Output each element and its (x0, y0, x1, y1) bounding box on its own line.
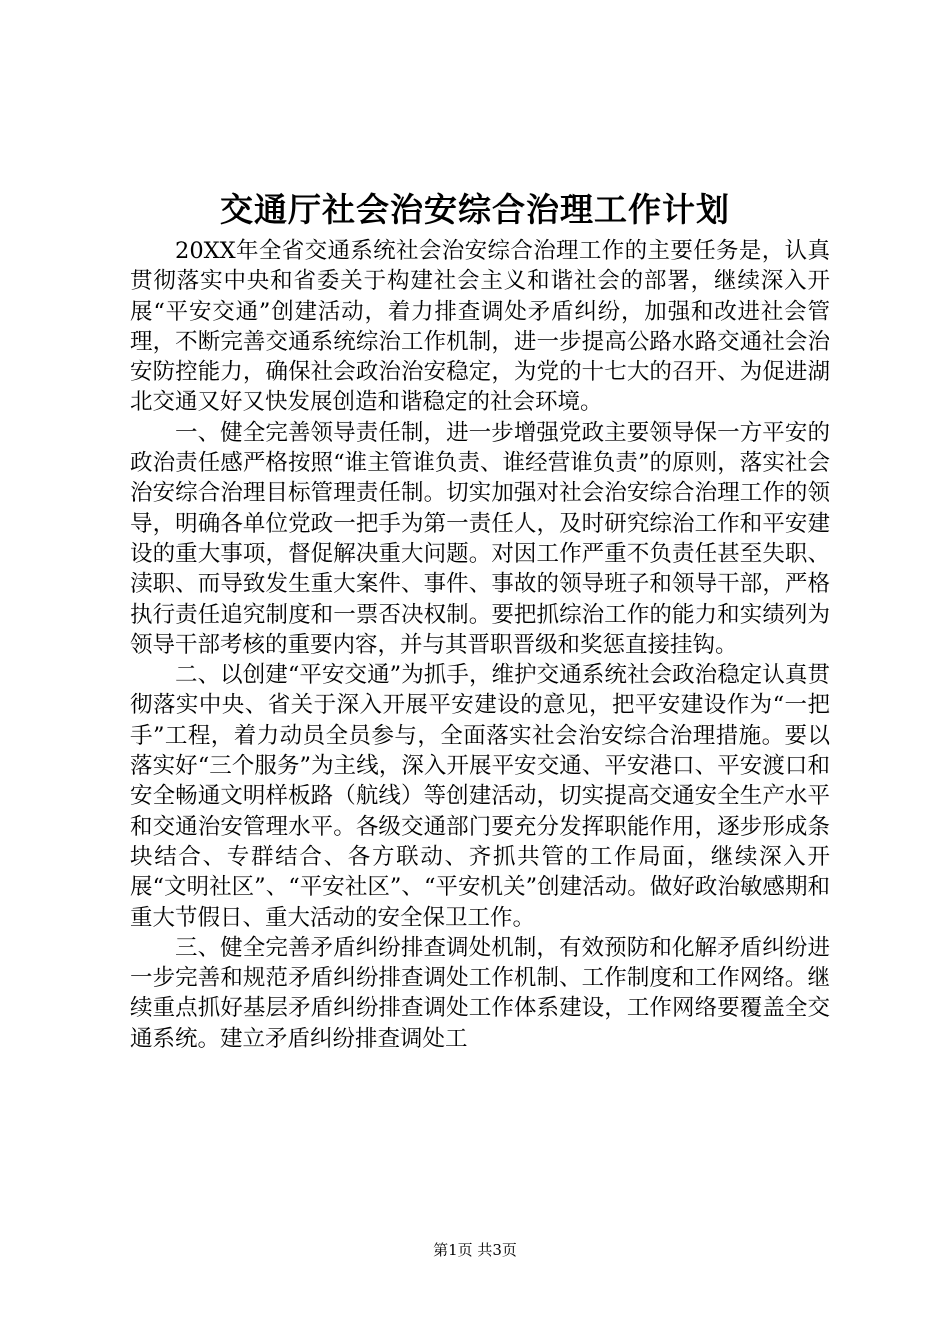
page-number: 第1页 共3页 (433, 1241, 517, 1259)
paragraph-section-3: 三、健全完善矛盾纠纷排查调处机制，有效预防和化解矛盾纠纷进一步完善和规范矛盾纠纷排查调处工作机制、工作制度和工作网络。继续重点抓好基层矛盾纠纷排查调处工作体系建设，工作网络要覆盖全交通系统。建立矛盾纠纷排查调处工 (130, 934, 830, 1052)
paragraph-section-2: 二、以创建“平安交通”为抓手，维护交通系统社会政治稳定认真贯彻落实中央、省关于深入开展平安建设的意见，把平安建设作为“一把手”工程，着力动员全员参与，全面落实社会治安综合治理措施。要以落实好“三个服务”为主线，深入开展平安交通、平安港口、平安渡口和安全畅通文明样板路（航线）等创建活动，切实提高交通安全生产水平和交通治安管理水平。各级交通部门要充分发挥职能作用，逐步形成条块结合、专群结合、各方联动、齐抓共管的工作局面，继续深入开展“文明社区”、“平安社区”、“平安机关”创建活动。做好政治敏感期和重大节假日、重大活动的安全保卫工作。 (130, 662, 830, 931)
document-title: 交通厅社会治安综合治理工作计划 (220, 190, 730, 229)
paragraph-intro: 20XX年全省交通系统社会治安综合治理工作的主要任务是，认真贯彻落实中央和省委关于构建社会主义和谐社会的部署，继续深入开展“平安交通”创建活动，着力排查调处矛盾纠纷，加强和改进社会管理，不断完善交通系统综治工作机制，进一步提高公路水路交通社会治安防控能力，确保社会政治治安稳定，为党的十七大的召开、为促进湖北交通又好又快发展创造和谐稳定的社会环境。 (130, 238, 830, 416)
document-body (130, 236, 830, 1054)
paragraph-section-1: 一、健全完善领导责任制，进一步增强党政主要领导保一方平安的政治责任感严格按照“谁主管谁负责、谁经营谁负责”的原则，落实社会治安综合治理目标管理责任制。切实加强对社会治安综合治理工作的领导，明确各单位党政一把手为第一责任人，及时研究综治工作和平安建设的重大事项，督促解决重大问题。对因工作严重不负责任甚至失职、渎职、而导致发生重大案件、事件、事故的领导班子和领导干部，严格执行责任追究制度和一票否决权制。要把抓综治工作的能力和实绩列为领导干部考核的重要内容，并与其晋职晋级和奖惩直接挂钩。 (130, 419, 830, 658)
